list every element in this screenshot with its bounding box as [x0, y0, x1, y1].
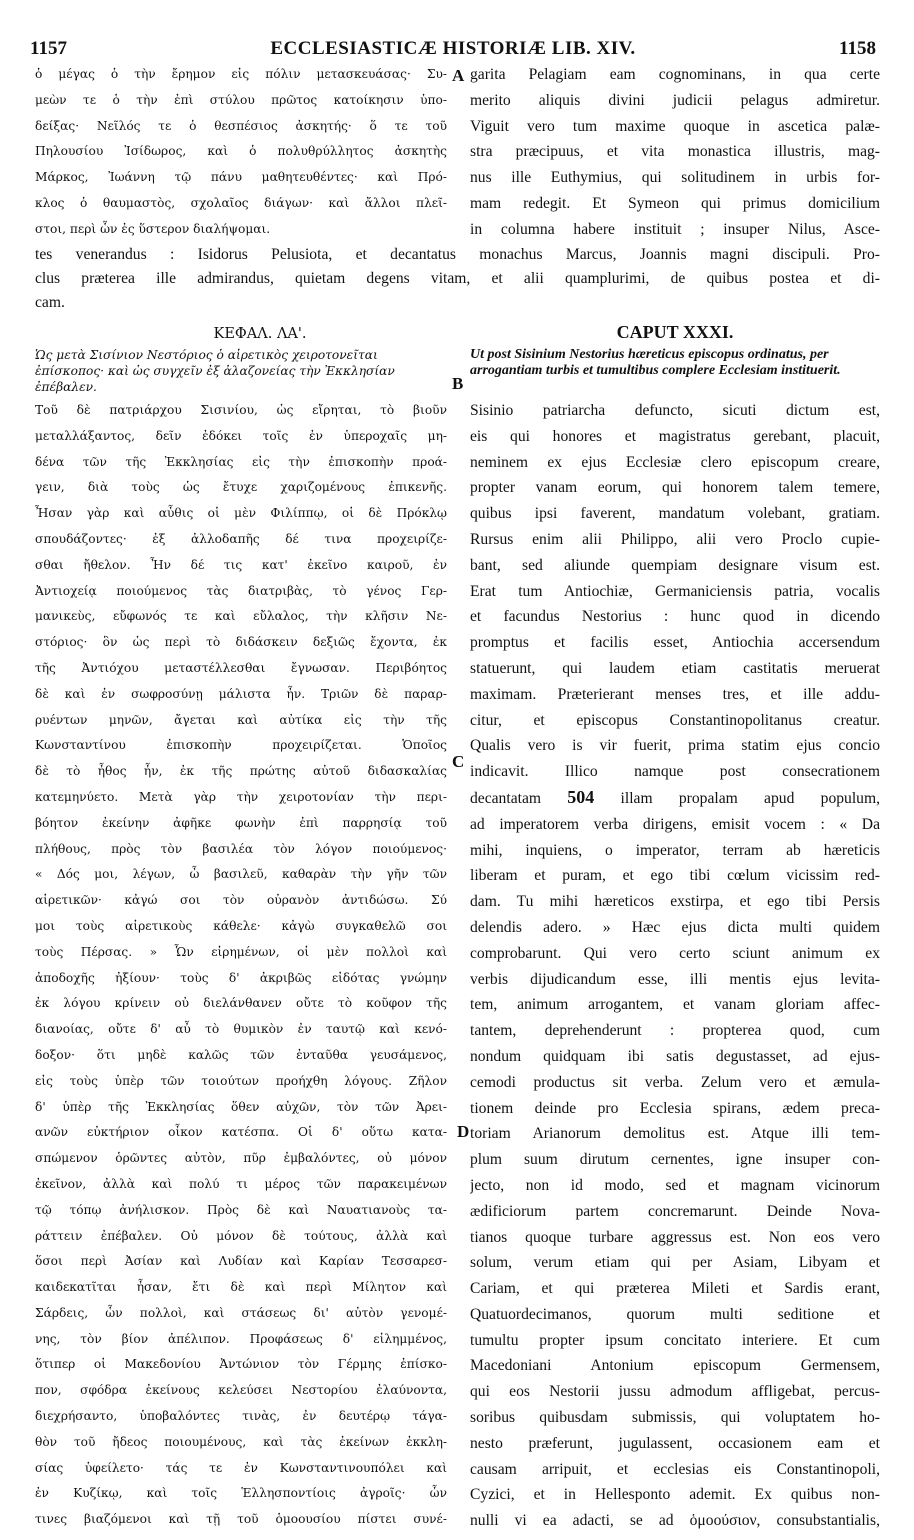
- text-line: Ἀντιοχείᾳ ποιούμενος τὰς διατριβὰς, τὸ γένος Γερ-: [35, 583, 447, 598]
- text-line: tianos quoque turbare aggressus est. Non eos vero: [470, 1228, 880, 1246]
- text-line: Qualis vero is vir fuerit, prima statim ejus concio: [470, 737, 880, 755]
- text-line: Macedoniani Antonium episcopum Germensem,: [470, 1357, 880, 1375]
- margin-marker-d: D: [457, 1122, 470, 1141]
- text-line: σπώμενον ὁρῶντες αὐτὸν, πῦρ ἐμβαλόντες, οὐ μόνον: [35, 1151, 447, 1166]
- text-line: ὁ μέγας ὁ τὴν ἔρημον εἰς πόλιν μετασκευάσας· Συ-: [35, 67, 447, 81]
- latin-chapter-text: [470, 398, 880, 1534]
- margin-marker-b: B: [452, 374, 464, 393]
- text-line: plum suum dirutum cernentes, igne insuper con-: [470, 1151, 880, 1169]
- text-line: διεχρήσαντο, ὑποβαλόντες τινὰς, ἐν δευτέρῳ τάγα-: [35, 1409, 447, 1424]
- text-line: mihi, inquiens, o imperator, terram ab hæreticis: [470, 841, 880, 859]
- text-line: et facundus Nestorius : hunc quod in dicendo: [470, 608, 880, 626]
- text-line: delendis adero. » Hæc ejus dicta multi quidem: [470, 918, 880, 936]
- margin-marker-a: A: [452, 66, 465, 85]
- text-line: bant, sed aliunde quempiam designare visum est.: [470, 556, 880, 574]
- text-line: Erat tum Antiochiæ, Germaniciensis patria, vocalis: [470, 582, 880, 600]
- intro-latin-column: [470, 62, 880, 243]
- text-line: causam arripuit, et ecclesias eis Constantinopoli,: [470, 1460, 880, 1478]
- text-line: Σάρδεις, ὧν πολλοὶ, καὶ στάσεως δι' αὐτὸν γενομέ-: [35, 1305, 447, 1320]
- running-title: ECCLESIASTICÆ HISTORIÆ LIB. XIV.: [270, 38, 636, 59]
- text-line: nulli vi ea adacti, se ad ὁμοούσιον, consubstantialis,: [470, 1512, 880, 1530]
- text-line: propter vanam eorum, qui honorem talem temere,: [470, 479, 880, 497]
- latin-chapter-summary: Ut post Sisinium Nestorius hæreticus episcopus ordinatus, per arrogantiam turbis et tumultibus complere Ecclesiam instituerit.: [470, 347, 841, 378]
- text-line: cam.: [35, 294, 65, 311]
- text-line: comprobarunt. Qui vero certo sciunt animum ex: [470, 944, 880, 962]
- text-line: μοι τοὺς αἱρετικοὺς κάθελε· κἀγὼ συγκαθελῶ σοι: [35, 918, 447, 933]
- intro-greek-column: [35, 62, 447, 243]
- text-line: δὲ τὸ ἦθος ἦν, ἐκ τῆς πρώτης αὐτοῦ διδασκαλίας: [35, 764, 447, 779]
- text-line: τῆς Ἀντιόχου μεταστέλλεσθαι ἔγνωσαν. Περιβόητος: [35, 660, 447, 675]
- greek-chapter-heading: ΚΕΦΑΛ. ΛΑ'.: [213, 326, 307, 342]
- text-line: ad imperatorem verba dirigens, emisit vocem : « Da: [470, 815, 880, 833]
- text-line: « Δός μοι, λέγων, ὦ βασιλεῦ, καθαρὰν τὴν γῆν τῶν: [35, 867, 447, 882]
- text-line: tumultu propter ipsum concitato interiere. Et cum: [470, 1331, 880, 1349]
- text-line: δένα τῶν τῆς Ἐκκλησίας εἰς τὴν ἐπισκοπὴν προά-: [35, 454, 447, 469]
- text-line: ἐν Κυζίκῳ, καὶ τοῖς Ἑλλησποντίοις ἀγροῖς· ὧν: [35, 1486, 447, 1501]
- latin-chapter-heading: CAPUT XXXI.: [616, 322, 734, 342]
- text-line: μεταλλάξαντος, δεῖν ἐδόκει τοῖς ἐν ὑπεροχαῖς μη-: [35, 428, 447, 443]
- text-line: tionem deinde pro Ecclesia spirans, ædem preca-: [470, 1099, 880, 1117]
- text-line: νης, τὸν βίον ἀπέλιπον. Προφάσεως δ' εἰλημμένος,: [35, 1331, 447, 1346]
- text-line: neminem ex ejus Ecclesiæ clero episcopum creare,: [470, 453, 880, 471]
- text-line: jecto, non id modo, sed et magnam vicinorum: [470, 1176, 880, 1194]
- text-line: δείξας· Νεῖλός τε ὁ θεσπέσιος ἀσκητής· ὅ τε τοῦ: [35, 118, 447, 133]
- text-line: liberam et puram, et ego tibi cœlum vicissim red-: [470, 867, 880, 885]
- running-header: [30, 38, 876, 62]
- text-line: δ' ὑπὲρ τῆς Ἐκκλησίας ὅθεν αὐχῶν, τὸν τῶν Ἀρει-: [35, 1099, 447, 1114]
- text-line: promptus et facilis esset, Antiochia accersendum: [470, 634, 880, 652]
- text-line: in columna habere instituit ; insuper Nilus, Asce-: [470, 220, 880, 238]
- text-line: statuerunt, qui laudem etiam castitatis meruerat: [470, 659, 880, 677]
- text-line: ὅσοι περὶ Ἀσίαν καὶ Λυδίαν καὶ Καρίαν Τεσσαρεσ-: [35, 1254, 447, 1269]
- text-line: ἀποδοχῆς ἠξίουν· τοὺς δ' ἀκριβῶς εἰδότας γνώμην: [35, 970, 447, 985]
- text-line: θὸν τοῦ ἤδεος ποιουμένους, καὶ τὰς ἐκείνων ἐκκλη-: [35, 1434, 447, 1449]
- text-line: verbis dijudicandum esse, illi mentis ejus levita-: [470, 970, 880, 988]
- inline-page-mark: 504: [567, 786, 595, 807]
- text-line: πον, σφόδρα ἐκείνους κελεύσει Νεστορίου ἐλαύνοντα,: [35, 1383, 447, 1398]
- greek-chapter-summary: Ὡς μετὰ Σισίνιον Νεστόριος ὁ αἱρετικὸς χειροτονεῖται ἐπίσκοπος· καὶ ὡς συγχεῖν ἐξ ἀλαζονείας τὴν Ἐκκλησίαν ἐπέβαλεν.: [35, 348, 395, 394]
- page-number-right: 1158: [839, 38, 876, 59]
- text-line: dam. Tu mihi hæreticos exstirpa, et ego tibi Persis: [470, 893, 880, 911]
- text-line: ἐκ λόγου κρίνειν οὐ διελάνθανεν οὔτε τὸ κοῦφον τῆς: [35, 996, 447, 1011]
- text-line: solum, verum etiam qui per Asiam, Libyam et: [470, 1254, 880, 1272]
- text-line: μεὼν τε ὁ τὴν ἐπὶ στύλου πρῶτος κατοίκησιν ὑπο-: [35, 92, 447, 107]
- text-line: decantatam 504 illam propalam apud populum,: [470, 786, 880, 807]
- text-line: κατεμηνύετο. Μετὰ γὰρ τὴν χειροτονίαν τὴν περι-: [35, 789, 447, 804]
- text-line: Μάρκος, Ἰωάννη τῷ πάνυ μαθητευθέντες· καὶ Πρό-: [35, 170, 447, 185]
- text-line: τῷ τόπῳ ἀνήλισκον. Πρὸς δὲ καὶ Ναυατιανοὺς τα-: [35, 1202, 447, 1217]
- text-line: δὲ καὶ ἐν σωφροσύνῃ μάλιστα ἦν. Τριῶν δὲ παραρ-: [35, 686, 447, 701]
- text-line: tem, animum arrogantem, et vanam gloriam affec-: [470, 996, 880, 1014]
- text-line: σίας ὑφείλετο· τάς τε ἐν Κωνσταντινουπόλει καὶ: [35, 1460, 447, 1475]
- text-line: Τοῦ δὲ πατριάρχου Σισινίου, ὡς εἴρηται, τὸ βιοῦν: [35, 403, 447, 417]
- margin-marker-c: C: [452, 752, 465, 771]
- text-line: βόητον ἐκείνην ἀφῆκε φωνὴν ἐπὶ παρρησίᾳ τοῦ: [35, 815, 447, 830]
- text-line: κλος ὁ θαυμαστὸς, σχολαῖος διάγων· καὶ ἄλλοι πλεῖ-: [35, 195, 447, 210]
- text-line: soribus quibusdam submissis, qui voluptatem ho-: [470, 1409, 880, 1427]
- text-line: γειν, διὰ τοὺς ὡς ἔτυχε χαριζομένους ἐπικενῆς.: [35, 480, 447, 495]
- text-line: merito aliquis divini judicii pelagus admiretur.: [470, 91, 880, 109]
- greek-chapter-text: [35, 398, 447, 1533]
- text-line: nondum quidquam ibi satis degustasset, ad ejus-: [470, 1047, 880, 1065]
- text-line: στοι, περὶ ὧν ἐς ὕστερον διαλήψομαι.: [35, 221, 271, 236]
- text-line: ὅτιπερ οἱ Μακεδονίου Ἀντώνιον τὸν Γέρμης ἐπίσκο-: [35, 1357, 447, 1372]
- text-line: σθαι ἤθελον. Ἦν δέ τις κατ' ἐκεῖνο καιροῦ, ἐν: [35, 557, 447, 572]
- text-line: Cyzici, et in Hellesponto ademit. Ex quibus non-: [470, 1486, 880, 1504]
- text-line: stra præcipuus, et vita monastica illustris, mag-: [470, 143, 880, 161]
- text-line: σπουδάζοντες· ἐξ ἀλλοδαπῆς δέ τινα προχειρίζε-: [35, 531, 447, 546]
- text-line: ράττειν ἐπέβαλεν. Οὐ μόνον δὲ τούτους, ἀλλὰ καὶ: [35, 1228, 447, 1243]
- text-line: mam redegit. Et Symeon qui primus domicilium: [470, 194, 880, 212]
- text-line: μανικεὺς, εὔφωνός τε καὶ εὔλαλος, τὴν κλῆσιν Νε-: [35, 609, 447, 624]
- page-number-left: 1157: [30, 38, 67, 59]
- text-line: toriam Arianorum demolitus est. Atque illi tem-: [470, 1125, 880, 1143]
- text-line: διανοίας, οὔτε δ' αὖ τὸ θυμικὸν ἐν ταυτῷ καὶ κενό-: [35, 1022, 447, 1037]
- text-line: tantem, deprehenderunt : propterea quod, cum: [470, 1022, 880, 1040]
- text-line: πλήθους, πρὸς τὸν βασιλέα τὸν λόγον ποιούμενος·: [35, 841, 447, 856]
- text-line: Viguit vero tum maxime quoque in ascetica palæ-: [470, 117, 880, 135]
- text-line: maximam. Præterierant menses tres, et ille addu-: [470, 685, 880, 703]
- text-line: ανῶν εὐκτήριον οἶκον κατέσπα. Οἱ δ' οὕτω κατα-: [35, 1125, 447, 1140]
- text-line: qui eos Nestorii jussu admodum affligebat, percus-: [470, 1383, 880, 1401]
- text-line: citur, et episcopus Constantinopolitanus creatur.: [470, 711, 880, 729]
- text-line: εἰς τοὺς ὑπὲρ τῶν τοιούτων προήχθη λόγους. Ζῆλον: [35, 1073, 447, 1088]
- text-line: quibus ipsi faverent, mandatum volebant, gratiam.: [470, 505, 880, 523]
- text-line: Rursus enim alii Philippo, alii vero Proclo cupie-: [470, 530, 880, 548]
- intro-full-width: [35, 243, 880, 315]
- text-line: Πηλουσίου Ἰσίδωρος, καὶ ὁ πολυθρύλλητος ἀσκητὴς: [35, 144, 447, 159]
- text-line: clus præterea ille admirandus, quietam degens vitam, et alii quamplurimi, de quibus postea et di-: [35, 270, 880, 287]
- text-line: αἱρετικῶν· κἀγώ σοι τὸν οὐρανὸν ἀντιδώσω. Σύ: [35, 893, 447, 908]
- text-line: Sisinio patriarcha defuncto, sicuti dictum est,: [470, 402, 880, 419]
- text-line: Κωνσταντίνου ἐπισκοπὴν προχειρίζεται. Ὁποῖος: [35, 738, 447, 753]
- text-line: Cariam, et qui præterea Mileti et Sardis erant,: [470, 1280, 880, 1298]
- text-line: nus ille Euthymius, qui solitudinem in urbis for-: [470, 169, 880, 187]
- text-line: ρυέντων μηνῶν, ἄγεται καὶ αὐτίκα εἰς τὴν τῆς: [35, 712, 447, 727]
- text-line: ædificiorum partem concremarunt. Deinde Nova-: [470, 1202, 880, 1220]
- text-line: garita Pelagiam eam cognominans, in qua certe: [470, 66, 880, 83]
- text-line: eis qui honores et magistratus gerebant, placuit,: [470, 427, 880, 445]
- text-line: καιδεκατῖται ἦσαν, ἔτι δὲ καὶ περὶ Μίλητον καὶ: [35, 1280, 447, 1295]
- text-line: nesto præferunt, jugulassent, occasionem eam et: [470, 1434, 880, 1452]
- text-line: Quatuordecimanos, quorum multi seditione et: [470, 1305, 880, 1323]
- text-line: Ἦσαν γὰρ καὶ αὖθις οἱ μὲν Φιλίππῳ, οἱ δὲ Πρόκλῳ: [35, 506, 447, 521]
- text-line: στόριος· ὃν ὡς περὶ τὸ διδάσκειν δεξιῶς ἔχοντα, ἐκ: [35, 635, 447, 650]
- text-line: τοὺς Πέρσας. » Ὧν εἰρημένων, οἱ μὲν πολλοὶ καὶ: [35, 944, 447, 959]
- text-line: ἐκεῖνον, ἀλλὰ καὶ πολύ τι μέρος τῶν παρακειμένων: [35, 1176, 447, 1191]
- text-line: τινες βιαζόμενοι καὶ τῇ τοῦ ὁμοουσίου πίστει συνέ-: [35, 1512, 447, 1527]
- text-line: tes venerandus : Isidorus Pelusiota, et decantatus monachus Marcus, Joannis magni discipuli. Pro-: [35, 246, 880, 263]
- text-line: indicavit. Illico namque post consecrationem: [470, 763, 880, 781]
- text-line: δοξον· ὅτι μηδὲ καλῶς τῶν ἐνταῦθα γευσάμενος,: [35, 1047, 447, 1062]
- text-line: cemodi productus sit verba. Zelum vero et æmula-: [470, 1073, 880, 1091]
